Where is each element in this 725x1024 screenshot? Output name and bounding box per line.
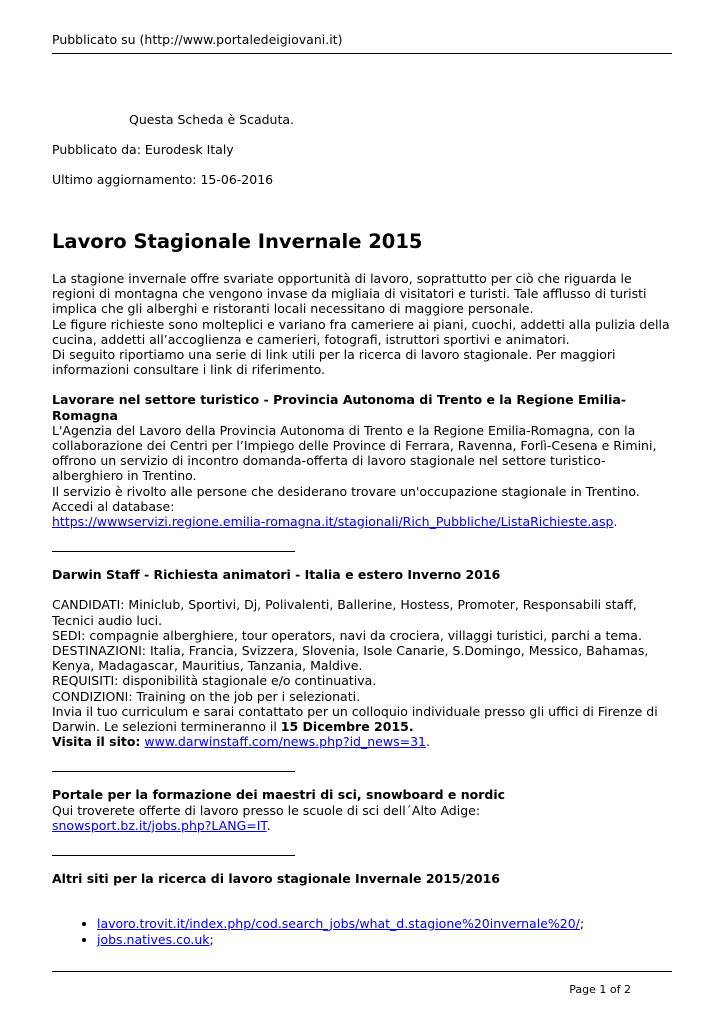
section-link-line <box>52 514 672 529</box>
links-list <box>52 916 672 946</box>
section-text: DESTINAZIONI: Italia, Francia, Svizzera, Slovenia, Isole Canarie, S.Domingo, Messico, Bahamas, Kenya, Madagascar, Mauritius, Tanzania, Maldive. <box>52 643 649 674</box>
deadline-text: 15 Dicembre 2015. <box>280 719 414 735</box>
section-title-darwin: Darwin Staff - Richiesta animatori - Italia e estero Inverno 2016 <box>52 567 501 583</box>
section-text: SEDI: compagnie alberghiere, tour operators, navi da crociera, villaggi turistici, parchi a tema. <box>52 627 642 643</box>
footer-rule <box>52 971 672 972</box>
page-title: Lavoro Stagionale Invernale 2015 <box>52 230 423 253</box>
section-title-ski: Portale per la formazione dei maestri di sci, snowboard e nordic <box>52 787 506 803</box>
intro-paragraph: Le figure richieste sono molteplici e variano fra cameriere ai piani, cuochi, addetti alla pulizia della cucina, addetti all’accoglienza e camerieri, fotografi, istruttori sportivi e animatori. <box>52 316 670 347</box>
section-text: CANDIDATI: Miniclub, Sportivi, Dj, Polivalenti, Ballerine, Hostess, Promoter, Responsabili staff, Tecnici audio luci. <box>52 597 637 628</box>
natives-link[interactable]: jobs.natives.co.uk <box>97 931 210 947</box>
snowsport-link[interactable]: snowsport.bz.it/jobs.php?LANG=IT <box>52 817 267 833</box>
article-body <box>52 271 672 947</box>
section-text: L'Agenzia del Lavoro della Provincia Autonoma di Trento e la Regione Emilia-Romagna, con la collaborazione dei Centri per l’Impiego delle Province di Ferrara, Ravenna, Forlì-Cesena e Rimini, offrono un servizio di incontro domanda-offerta di lavoro stagionale nel settore turistico-alberghiero in Trentino. <box>52 422 657 484</box>
published-by: Pubblicato da: Eurodesk Italy <box>52 142 234 157</box>
section-text: Qui troverete offerte di lavoro presso le scuole di sci dell´Alto Adige: <box>52 802 481 818</box>
visit-label: Visita il sito: <box>52 734 141 750</box>
list-item <box>97 932 672 947</box>
intro-paragraph: Di seguito riportiamo una serie di link utili per la ricerca di lavoro stagionale. Per maggiori informazioni consultare i link di riferimento. <box>52 347 616 378</box>
trovit-link[interactable]: lavoro.trovit.it/index.php/cod.search_jobs/what_d.stagione%20invernale%20/ <box>97 916 580 932</box>
link-suffix: ; <box>209 931 214 947</box>
invite-text: Invia il tuo curriculum e sarai contattato per un colloquio individuale presso gli uffici di Firenze di Darwin. Le selezioni termineranno il <box>52 703 658 735</box>
page-header <box>52 32 672 54</box>
section-text <box>52 704 672 734</box>
link-suffix: . <box>613 514 618 530</box>
intro-paragraph: La stagione invernale offre svariate opportunità di lavoro, soprattutto per ciò che riguarda le regioni di montagna che vengono invase da migliaia di visitatori e turisti. Tale afflusso di turisti implica che gli alberghi e ristoranti locali necessitano di maggiore personale. <box>52 271 647 317</box>
expired-notice: Questa Scheda è Scaduta. <box>129 112 295 127</box>
list-item <box>97 916 672 931</box>
section-link-line <box>52 818 672 833</box>
page-number: Page 1 of 2 <box>569 983 631 996</box>
header-text: Pubblicato su (http://www.portaledeigiovani.it) <box>52 32 343 47</box>
section-text: Accedi al database: <box>52 498 175 514</box>
darwinstaff-link[interactable]: www.darwinstaff.com/news.php?id_news=31 <box>144 734 426 750</box>
link-suffix: . <box>266 817 271 833</box>
last-updated: Ultimo aggiornamento: 15-06-2016 <box>52 172 274 187</box>
section-title-other: Altri siti per la ricerca di lavoro stagionale Invernale 2015/2016 <box>52 871 500 887</box>
link-suffix: ; <box>579 916 585 932</box>
section-text: CONDIZIONI: Training on the job per i selezionati. <box>52 688 361 704</box>
link-suffix: . <box>425 734 430 750</box>
section-text: Il servizio è rivolto alle persone che desiderano trovare un'occupazione stagionale in Trentino. <box>52 483 640 499</box>
section-link-line <box>52 734 672 749</box>
section-text: REQUISITI: disponibilità stagionale e/o continuativa. <box>52 673 377 689</box>
database-link[interactable]: https://wwwservizi.regione.emilia-romagna.it/stagionali/Rich_Pubbliche/ListaRichieste.asp <box>52 514 614 530</box>
section-title-trento: Lavorare nel settore turistico - Provincia Autonoma di Trento e la Regione Emilia-Romagna <box>52 392 627 423</box>
